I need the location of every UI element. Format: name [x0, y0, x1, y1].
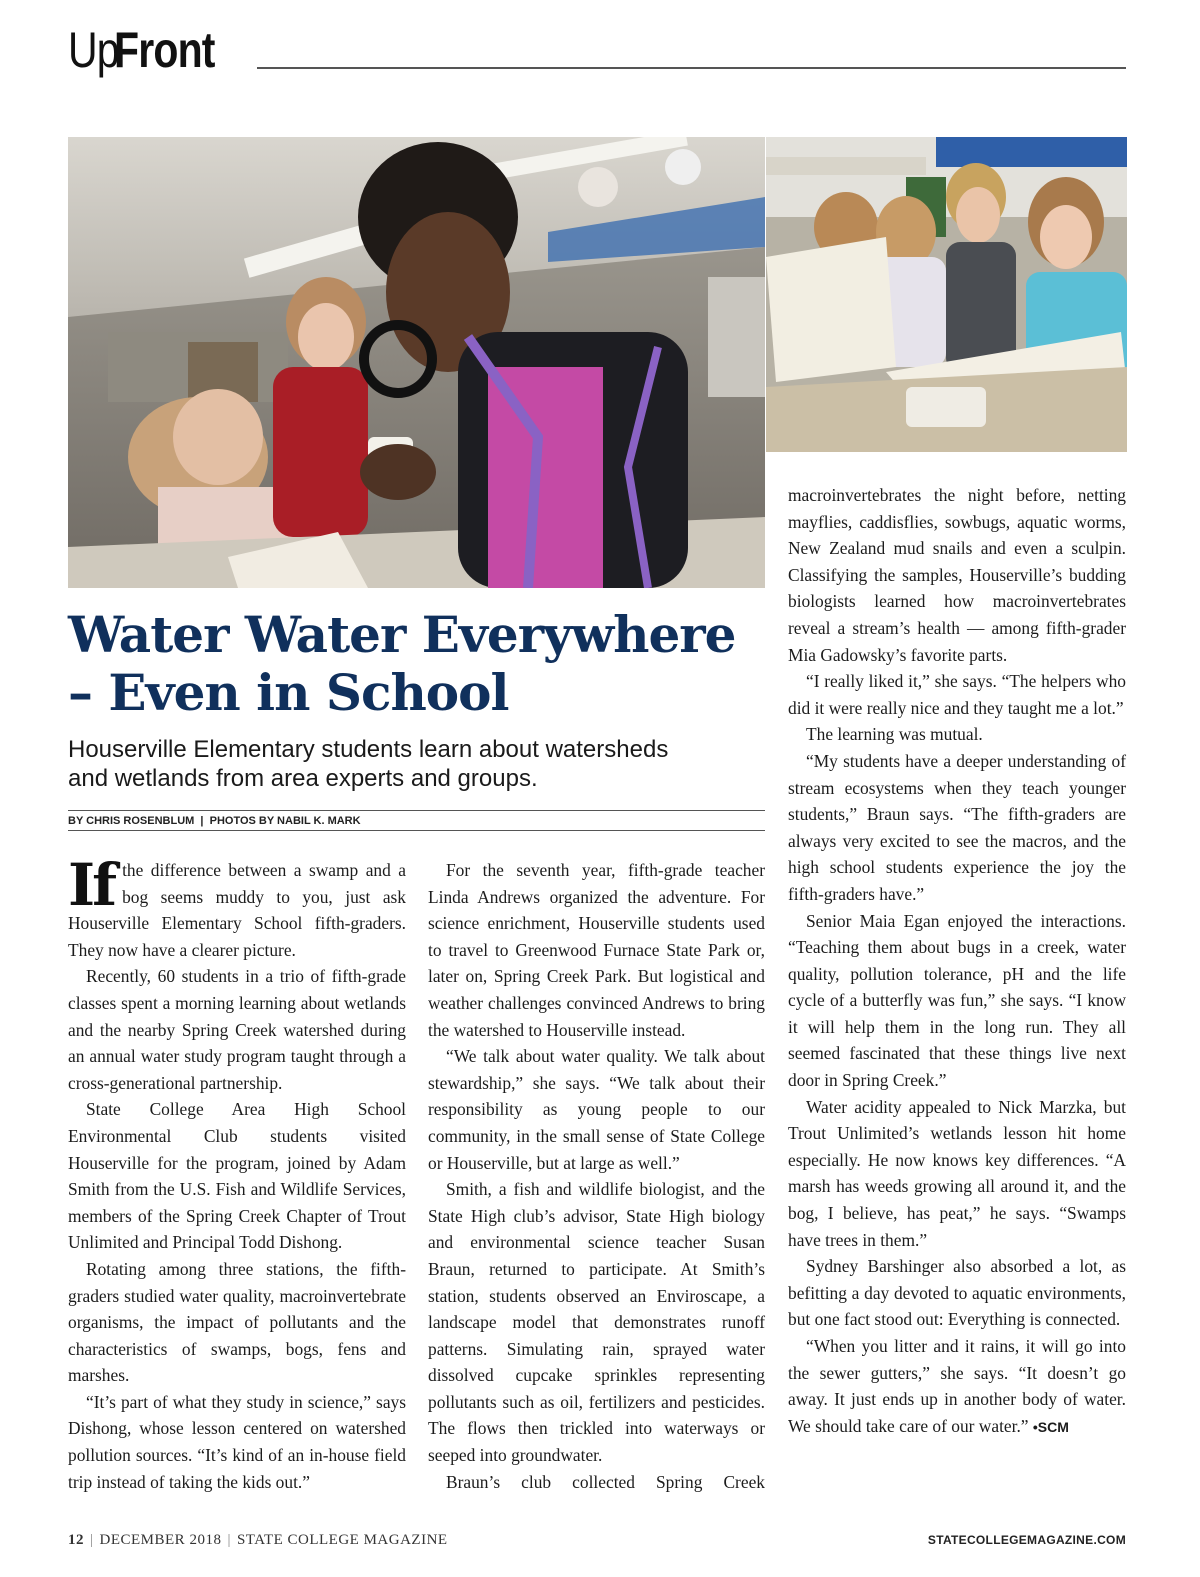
section-title-light: Up: [68, 22, 119, 78]
headline-line-1: Water Water Everywhere: [68, 605, 736, 664]
paragraph: Braun’s club collected Spring Creek: [446, 1471, 765, 1492]
section-title-bold: Front: [113, 22, 215, 78]
byline-rule-bottom: [68, 830, 765, 831]
drop-cap: If: [68, 851, 115, 919]
paragraph: “I really liked it,” she says. “The helpers who did it were really nice and they taught me a lot.”: [788, 671, 1126, 718]
side-photo: [766, 137, 1127, 452]
paragraph: “It’s part of what they study in science,” says Dishong, whose lesson centered on watershed pollution sources. “It’s kind of an in-house field trip instead of taking the kids out.”: [68, 1391, 406, 1492]
deck-subheading: [68, 735, 758, 793]
paragraph: The learning was mutual.: [806, 724, 983, 745]
end-mark: •SCM: [1032, 1418, 1069, 1435]
paragraph: Water acidity appealed to Nick Marzka, but Trout Unlimited’s wetlands lesson hit home especially. He now knows key differences. “A marsh has weeds growing all around it, and the bog, I believe, has peat,” he says. “Swamps have trees in them.”: [788, 1096, 1126, 1250]
body-column-3: [788, 482, 1126, 1440]
headline: [68, 606, 768, 722]
paragraph: For the seventh year, fifth-grade teacher Linda Andrews organized the adventure. For science enrichment, Houserville students used to travel to Greenwood Furnace State Park or, later on, Spring Creek Park. But logistical and weather challenges convinced Andrews to bring the watershed to Houserville instead.: [428, 860, 765, 1040]
paragraph: Rotating among three stations, the fifth-graders studied water quality, macroinvertebrate organisms, the impact of pollutants and the characteristics of swamps, bogs, fens and marshes.: [68, 1258, 406, 1386]
footer-folio: [68, 1530, 448, 1550]
paragraph: “We talk about water quality. We talk about stewardship,” she says. “We talk about their responsibility as young people to our community, in the small sense of State College or Houserville, but at large as well.”: [428, 1046, 765, 1173]
header-rule: [257, 67, 1126, 69]
website-link[interactable]: STATECOLLEGEMAGAZINE.COM: [927, 1533, 1126, 1547]
body-column-1: [68, 851, 406, 1495]
issue-date: DECEMBER 2018: [99, 1532, 222, 1548]
paragraph-text: the difference between a swamp and a bog seems muddy to you, just ask Houserville Elementary School fifth-graders. They now have a clearer picture.: [68, 860, 406, 960]
footer-separator: |: [90, 1532, 94, 1548]
footer-separator: |: [227, 1532, 231, 1548]
paragraph: Smith, a fish and wildlife biologist, and the State High club’s advisor, State High biology and environmental science teacher Susan Braun, returned to participate. At Smith’s station, students observed an Enviroscape, a landscape model that demonstrates runoff patterns. Simulating rain, sprayed water dissolved cupcake sprinkles representing pollutants such as oil, fertilizers and pesticides. The flows then trickled into waterways or seeped into groundwater.: [428, 1179, 765, 1466]
section-title: [68, 20, 237, 80]
deck-line-2: and wetlands from area experts and groups.: [68, 765, 538, 792]
paragraph: Recently, 60 students in a trio of fifth-grade classes spent a morning learning about wetlands and the nearby Spring Creek watershed during an annual water study program taught through a cross-generational partnership.: [68, 966, 406, 1093]
body-column-2: [428, 857, 765, 1495]
page-number: 12: [68, 1532, 84, 1548]
paragraph: State College Area High School Environmental Club students visited Houserville for the program, joined by Adam Smith from the U.S. Fish and Wildlife Services, members of the Spring Creek Chapter of Trout Unlimited and Principal Todd Dishong.: [68, 1099, 406, 1253]
byline: BY CHRIS ROSENBLUM | PHOTOS BY NABIL K. MARK: [68, 815, 361, 827]
paragraph: Sydney Barshinger also absorbed a lot, as befitting a day devoted to aquatic environments, but one fact stood out: Everything is connected.: [788, 1256, 1126, 1330]
paragraph: [788, 1333, 1126, 1440]
paragraph: Senior Maia Egan enjoyed the interactions. “Teaching them about bugs in a creek, water quality, pollution tolerance, pH and the life cycle of a butterfly was fun,” she says. “I know it will help them in the long run. They all seemed fascinated that these things live next door in Spring Creek.”: [788, 910, 1126, 1091]
headline-line-2: – Even in School: [68, 663, 509, 722]
paragraph: macroinvertebrates the night before, netting mayflies, caddisflies, sowbugs, aquatic worms, New Zealand mud snails and even a sculpin. Classifying the samples, Houserville’s budding biologists learned how macroinvertebrates reveal a stream’s health — among fifth-grader Mia Gadowsky’s favorite parts.: [788, 485, 1126, 665]
deck-line-1: Houserville Elementary students learn about watersheds: [68, 736, 669, 763]
paragraph-text: “When you litter and it rains, it will go into the sewer gutters,” she says. “It doesn’t go away. It just ends up in another body of water. We should take care of our water.”: [788, 1336, 1126, 1436]
magazine-name: STATE COLLEGE MAGAZINE: [236, 1532, 448, 1548]
paragraph: [68, 851, 406, 963]
main-photo: [68, 137, 765, 588]
byline-rule-top: [68, 810, 765, 811]
paragraph: “My students have a deeper understanding of stream ecosystems when they teach younger students,” Braun says. “The fifth-graders are always very excited to see the macros, and the high school students experience the joy the fifth-graders have.”: [788, 750, 1126, 904]
